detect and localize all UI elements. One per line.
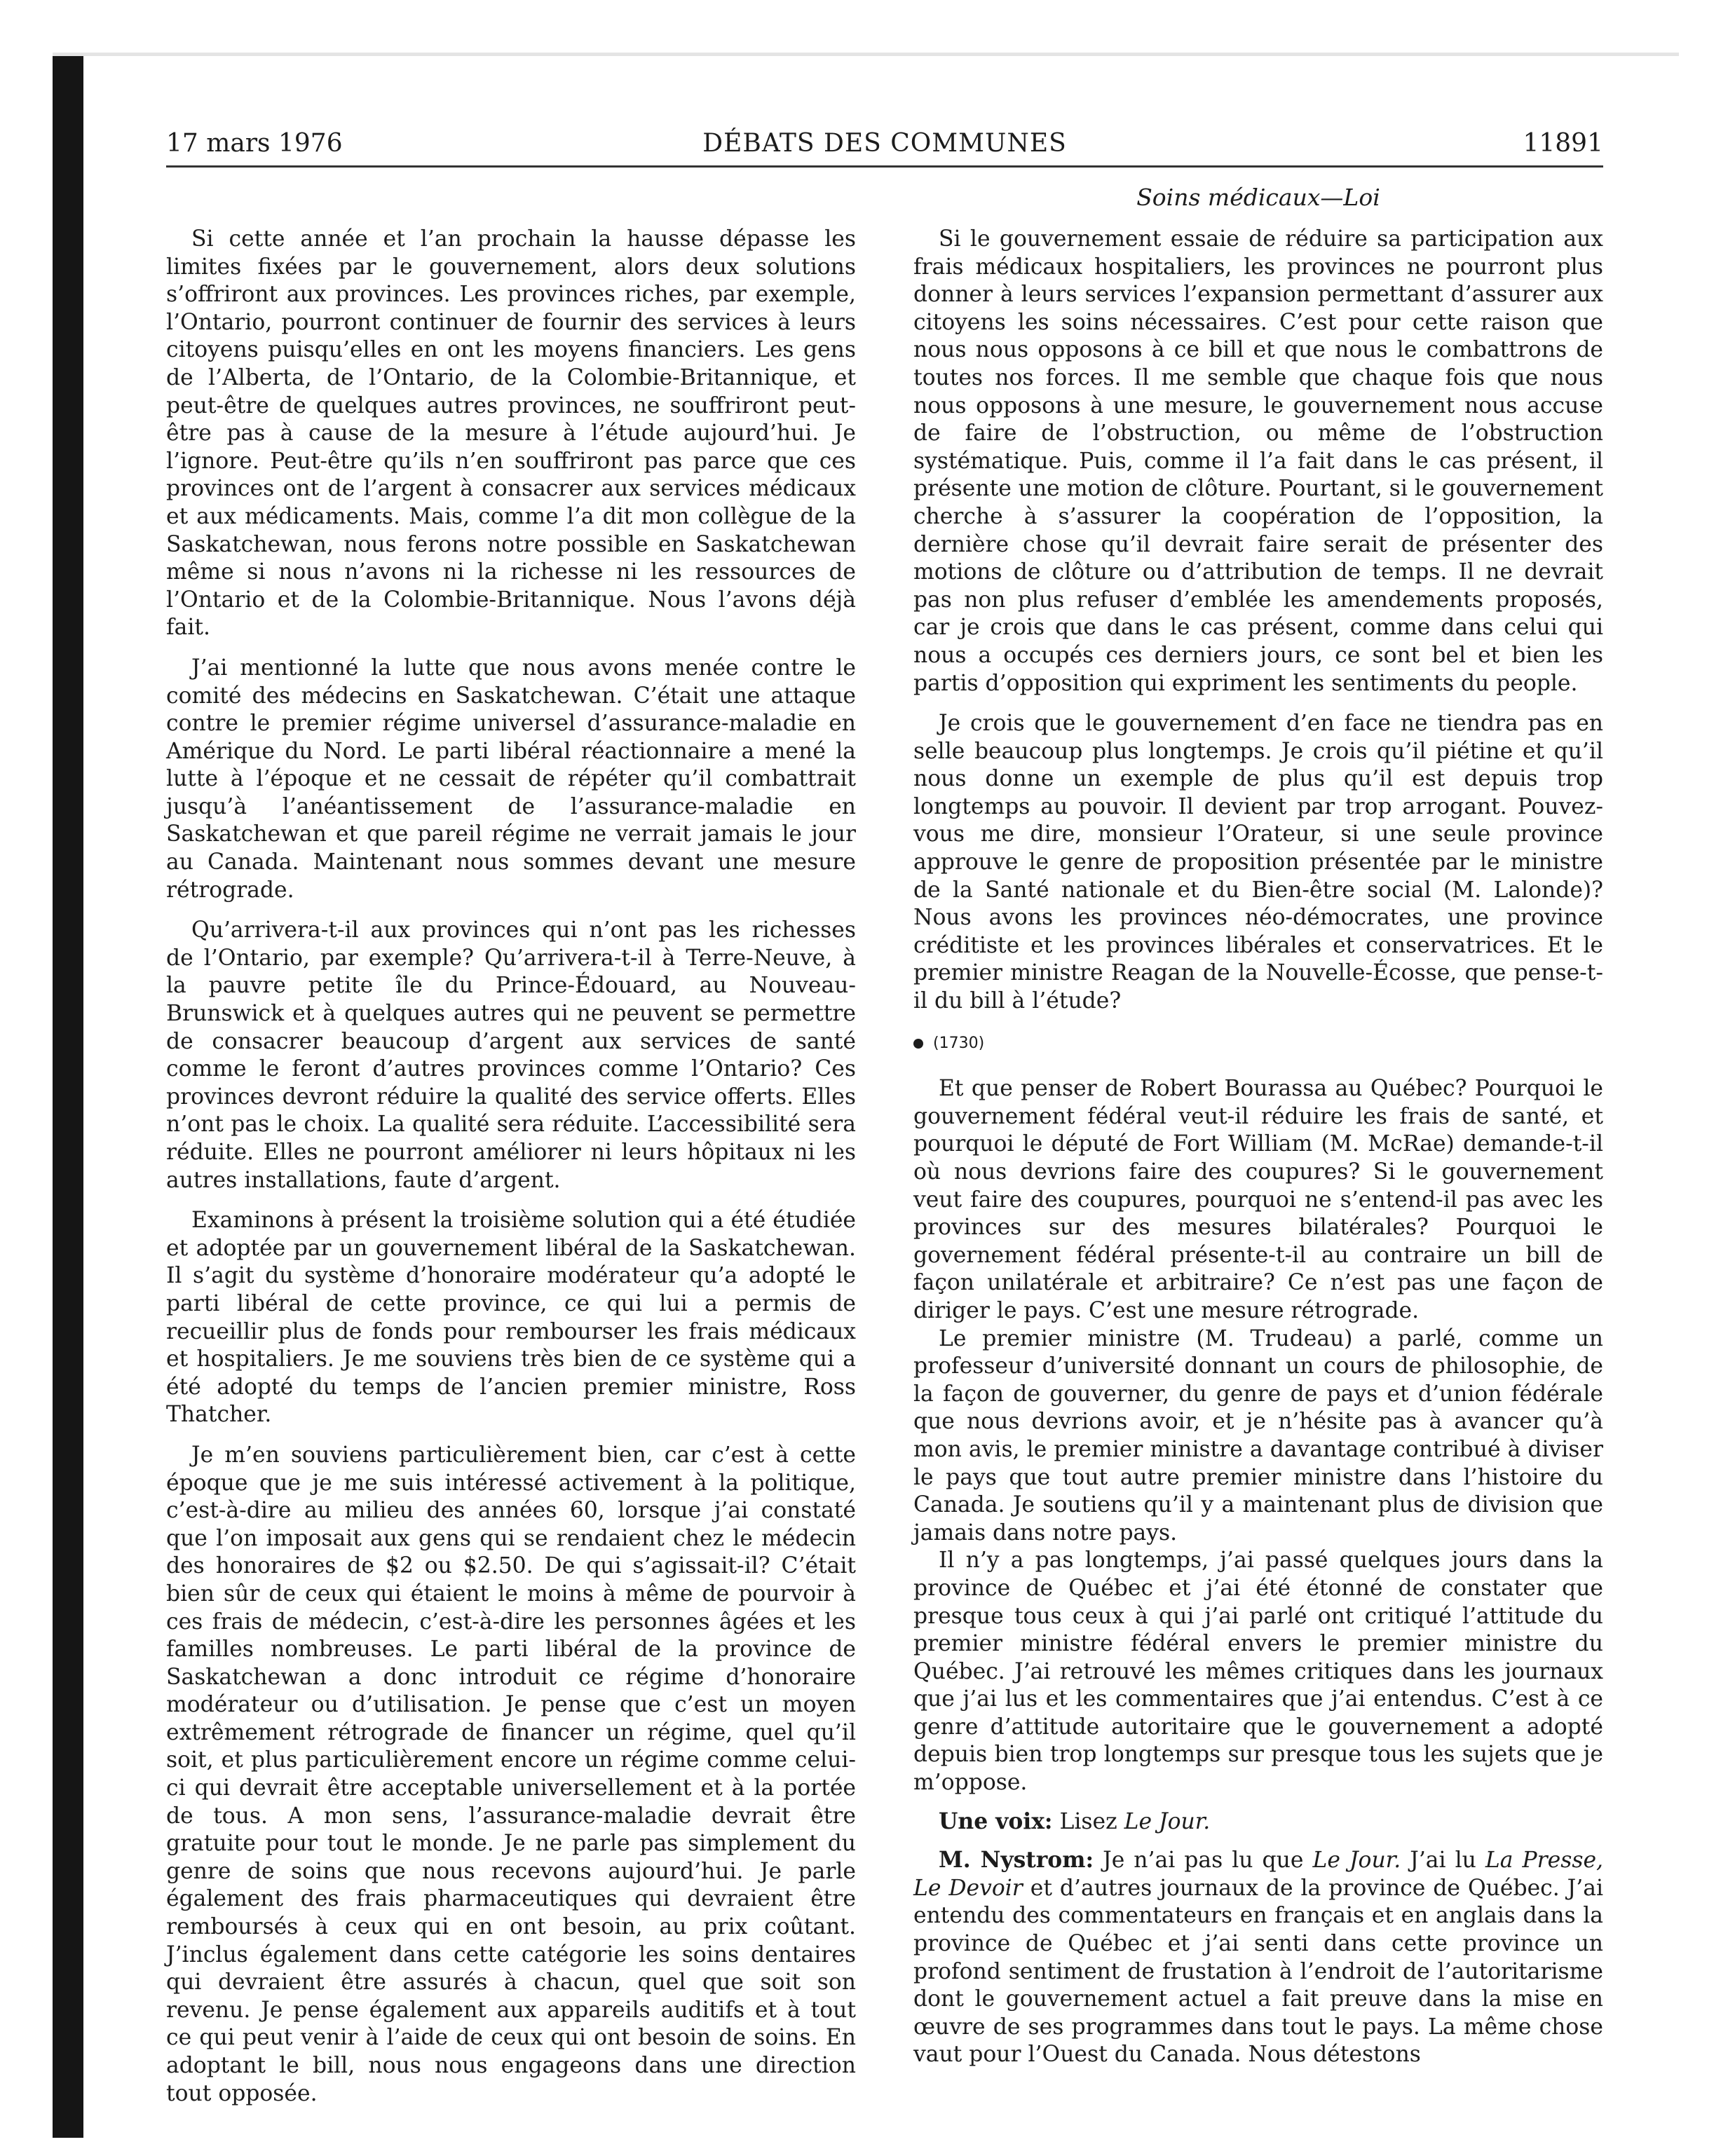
page-header — [166, 129, 1603, 165]
speech-text: Je n’ai pas lu que — [1103, 1848, 1304, 1874]
paragraph: J’ai mentionné la lutte que nous avons menée contre le comité des médecins en Saskatchewan. C’était une attaque contre le premier régime universel d’assurance-maladie en Amérique du Nord. Le parti libéral réactionnaire a mené la lutte à l’époque et ne cessait de répéter qu’il combattrait jusqu’à l’anéantissement de l’assurance-maladie en Saskatchewan et que pareil régime ne verrait jamais le jour au Canada. Maintenant nous sommes devant une mesure rétrograde. — [166, 655, 856, 903]
paragraph: Je m’en souviens particulièrement bien, car c’est à cette époque que je me suis intéressé activement à la politique, c’est-à-dire au milieu des années 60, lorsque j’ai constaté que l’on imposait aux gens qui se rendaient chez le médecin des honoraires de $2 ou $2.50. De qui s’agissait-il? C’était bien sûr de ceux qui étaient le moins à même de pourvoir à ces frais de médecin, c’est-à-dire les personnes âgées et les familles nombreuses. Le parti libéral de la province de Saskatchewan a donc introduit ce régime d’honoraire modérateur ou d’utilisation. Je pense que c’est un moyen extrêmement rétrograde de financer un régime, quel qu’il soit, et plus particulièrement encore un régime comme celui-ci qui devrait être acceptable universellement et à la portée de tous. A mon sens, l’assurance-maladie devrait être gratuite pour tout le monde. Je ne parle pas simplement du genre de soins que nous recevons aujourd’hui. Je parle également des frais pharmaceutiques qui devraient être remboursés à ceux qui en ont besoin, au prix coûtant. J’inclus également dans cette catégorie les soins dentaires qui devraient être assurés à chacun, quel que soit son revenu. Je pense également aux appareils auditifs et à tout ce qui peut venir à l’aide de ceux qui ont besoin de soins. En adoptant le bill, nous nous engageons dans une direction tout opposée. — [166, 1442, 856, 2106]
running-head: Soins médicaux—Loi — [1136, 184, 1380, 211]
speaker-name: Une voix: — [939, 1808, 1053, 1834]
speech-text: Lisez — [1059, 1808, 1117, 1834]
time-marker-label: (1730) — [933, 1034, 985, 1052]
page-date: 17 mars 1976 — [166, 129, 343, 158]
scan-top-edge — [53, 53, 1679, 56]
journal-title: La Presse, — [1485, 1848, 1603, 1874]
speaker-paragraph — [913, 1808, 1603, 1836]
page-number: 11891 — [1523, 129, 1603, 158]
paragraph: Si le gouvernement essaie de réduire sa participation aux frais médicaux hospitaliers, les provinces ne pourront plus donner à leurs services l’expansion permettant d’assurer aux citoyens les soins nécessaires. C’est pour cette raison que nous nous opposons à ce bill et que nous le combattrons de toutes nos forces. Il me semble que chaque fois que nous nous opposons à une mesure, le gouvernement nous accuse de faire de l’obstruction, ou même de l’obstruction systématique. Puis, comme il l’a fait dans le cas présent, il présente une motion de clôture. Pourtant, si le gouvernement cherche à s’assurer la coopération de l’opposition, la dernière chose qu’il devrait faire serait de présenter des motions de clôture ou d’attribution de temps. Il ne devrait pas non plus refuser d’emblée les amendements proposés, car je crois que dans le cas présent, comme dans celui qui nous a occupés ces derniers jours, ce sont bel et bien les partis d’opposition qui expriment les sentiments du people. — [913, 226, 1603, 696]
publication-title: DÉBATS DES COMMUNES — [702, 129, 1067, 158]
paragraph: Examinons à présent la troisième solution qui a été étudiée et adoptée par un gouvernement libéral de la Saskatchewan. Il s’agit du système d’honoraire modérateur qu’a adopté le parti libéral de cette province, ce qui lui a permis de recueillir plus de fonds pour rembourser les frais médicaux et hospitaliers. Je me souviens très bien de ce système qui a été adopté du temps de l’ancien premier ministre, Ross Thatcher. — [166, 1208, 856, 1428]
speaker-name: M. Nystrom: — [939, 1848, 1094, 1874]
right-column — [913, 226, 1603, 2069]
journal-title: Le Jour. — [1312, 1848, 1401, 1874]
paragraph: Je crois que le gouvernement d’en face ne tiendra pas en selle beaucoup plus longtemps. Je crois qu’il piétine et qu’il nous donne un exemple de plus qu’il est depuis trop longtemps au pouvoir. Il devient par trop arrogant. Pouvez-vous me dire, monsieur l’Orateur, si une seule province approuve le genre de proposition présentée par le ministre de la Santé nationale et du Bien-être social (M. Lalonde)? Nous avons les provinces néo-démocrates, une province créditiste et les provinces libérales et conservatrices. Et le premier ministre Reagan de la Nouvelle-Écosse, que pense-t-il du bill à l’étude? — [913, 711, 1603, 1014]
paragraph: Le premier ministre (M. Trudeau) a parlé, comme un professeur d’université donnant un cours de philosophie, de la façon de gouverner, du genre de pays et d’union fédérale que nous devrions avoir, et je n’hésite pas à avancer qu’à mon avis, le premier ministre a davantage contribué à diviser le pays que tout autre premier ministre dans l’histoire du Canada. Je soutiens qu’il y a maintenant plus de division que jamais dans notre pays. — [913, 1325, 1603, 1546]
paragraph: Si cette année et l’an prochain la hausse dépasse les limites fixées par le gouvernement, alors deux solutions s’offriront aux provinces. Les provinces riches, par exemple, l’Ontario, pourront continuer de fournir des services à leurs citoyens puisqu’elles en ont les moyens financiers. Les gens de l’Alberta, de l’Ontario, de la Colombie-Britannique, et peut-être de quelques autres provinces, ne souffriront peut-être pas à cause de la mesure à l’étude aujourd’hui. Je l’ignore. Peut-être qu’ils n’en souffriront pas parce que ces provinces ont de l’argent à consacrer aux services médicaux et aux médicaments. Mais, comme l’a dit mon collègue de la Saskatchewan, nous ferons notre possible en Saskatchewan même si nous n’avons ni la richesse ni les ressources de l’Ontario et de la Colombie-Britannique. Nous l’avons déjà fait. — [166, 226, 856, 641]
paragraph: Il n’y a pas longtemps, j’ai passé quelques jours dans la province de Québec et j’ai été étonné de constater que presque tous ceux à qui j’ai parlé ont critiqué l’attitude du premier ministre fédéral envers le premier ministre du Québec. J’ai retrouvé les mêmes critiques dans les journaux que j’ai lus et les commentaires que j’ai entendus. C’est à ce genre d’attitude autoritaire que le gouvernement a adopté depuis bien trop longtemps sur presque tous les sujets que je m’oppose. — [913, 1548, 1603, 1796]
bullet-icon — [913, 1039, 923, 1049]
journal-title: Le Devoir — [913, 1875, 1023, 1901]
journal-title: Le Jour. — [1124, 1808, 1211, 1834]
speech-text: J’ai lu — [1410, 1848, 1476, 1874]
header-rule — [166, 165, 1603, 168]
speech-text: et d’autres journaux de la province de Québec. J’ai entendu des commentateurs en français et en anglais dans la province de Québec et j’ai senti dans cette province un profond sentiment de frustation à l’endroit de l’autoritarisme dont le gouvernement actuel a fait preuve dans la mise en œuvre de ses programmes dans tout le pays. La même chose vaut pour l’Ouest du Canada. Nous détestons — [913, 1875, 1603, 2068]
paragraph: Et que penser de Robert Bourassa au Québec? Pourquoi le gouvernement fédéral veut-il réduire les frais de santé, et pourquoi le député de Fort William (M. McRae) demande-t-il où nous devrions faire des coupures? Si le gouvernement veut faire des coupures, pourquoi ne s’entend-il pas avec les provinces sur des mesures bilatérales? Pourquoi le governement fédéral présente-t-il au contraire un bill de façon unilatérale et arbitraire? Ce n’est pas une façon de diriger le pays. C’est une mesure rétrograde. — [913, 1076, 1603, 1323]
left-column — [166, 226, 856, 2120]
time-marker — [913, 1030, 1603, 1058]
paragraph: Qu’arrivera-t-il aux provinces qui n’ont pas les richesses de l’Ontario, par exemple? Qu’arrivera-t-il à Terre-Neuve, à la pauvre petite île du Prince-Édouard, au Nouveau-Brunswick et à quelques autres qui ne peuvent se permettre de consacrer beaucoup d’argent aux services de santé comme le feront d’autres provinces comme l’Ontario? Ces provinces devront réduire la qualité des service offerts. Elles n’ont pas le choix. La qualité sera réduite. L’accessibilité sera réduite. Elles ne pourront améliorer ni leurs hôpitaux ni les autres installations, faute d’argent. — [166, 917, 856, 1193]
scan-edge-shadow — [53, 53, 83, 2138]
speaker-paragraph — [913, 1847, 1603, 2069]
